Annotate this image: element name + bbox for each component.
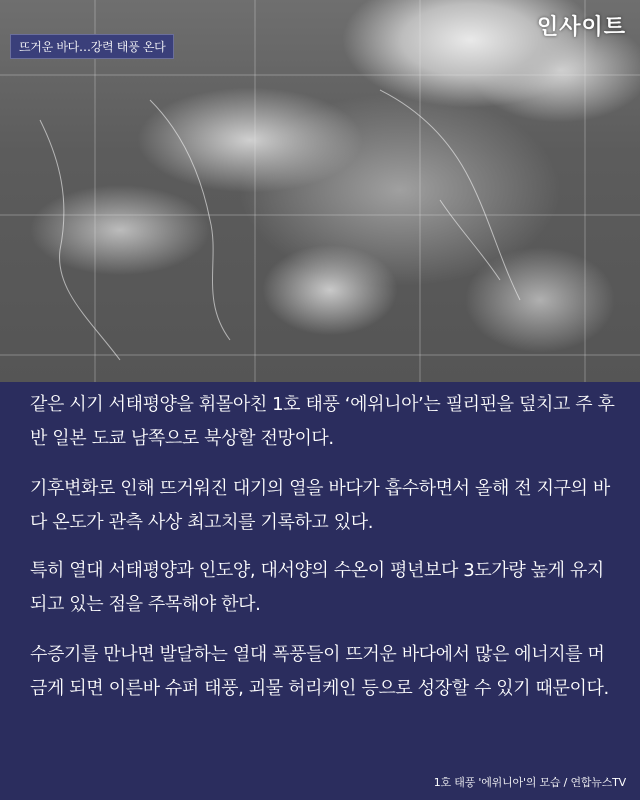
- image-source-caption: 1호 태풍 '에위니아'의 모습 / 연합뉴스TV: [433, 776, 626, 789]
- satellite-image: [0, 0, 640, 382]
- news-caption-label: 뜨거운 바다…강력 태풍 온다: [10, 34, 174, 59]
- paragraph-4: 수증기를 만나면 발달하는 열대 폭풍들이 뜨거운 바다에서 많은 에너지를 머금게 되면 이른바 슈퍼 태풍, 괴물 허리케인 등으로 성장할 수 있기 때문이다.: [30, 644, 609, 699]
- article-text-area: [0, 382, 640, 800]
- paragraph-2: 기후변화로 인해 뜨거워진 대기의 열을 바다가 흡수하면서 올해 전 지구의 바다 온도가 관측 사상 최고치를 기록하고 있다.: [30, 478, 610, 533]
- paragraph-3: 특히 열대 서태평양과 인도양, 대서양의 수온이 평년보다 3도가량 높게 유지되고 있는 점을 주목해야 한다.: [30, 560, 604, 615]
- paragraph-1: 같은 시기 서태평양을 휘몰아친 1호 태풍 ‘에위니아’는 필리핀을 덮치고 주 후반 일본 도쿄 남쪽으로 북상할 전망이다.: [30, 394, 615, 449]
- insight-logo: 인사이트: [536, 15, 626, 40]
